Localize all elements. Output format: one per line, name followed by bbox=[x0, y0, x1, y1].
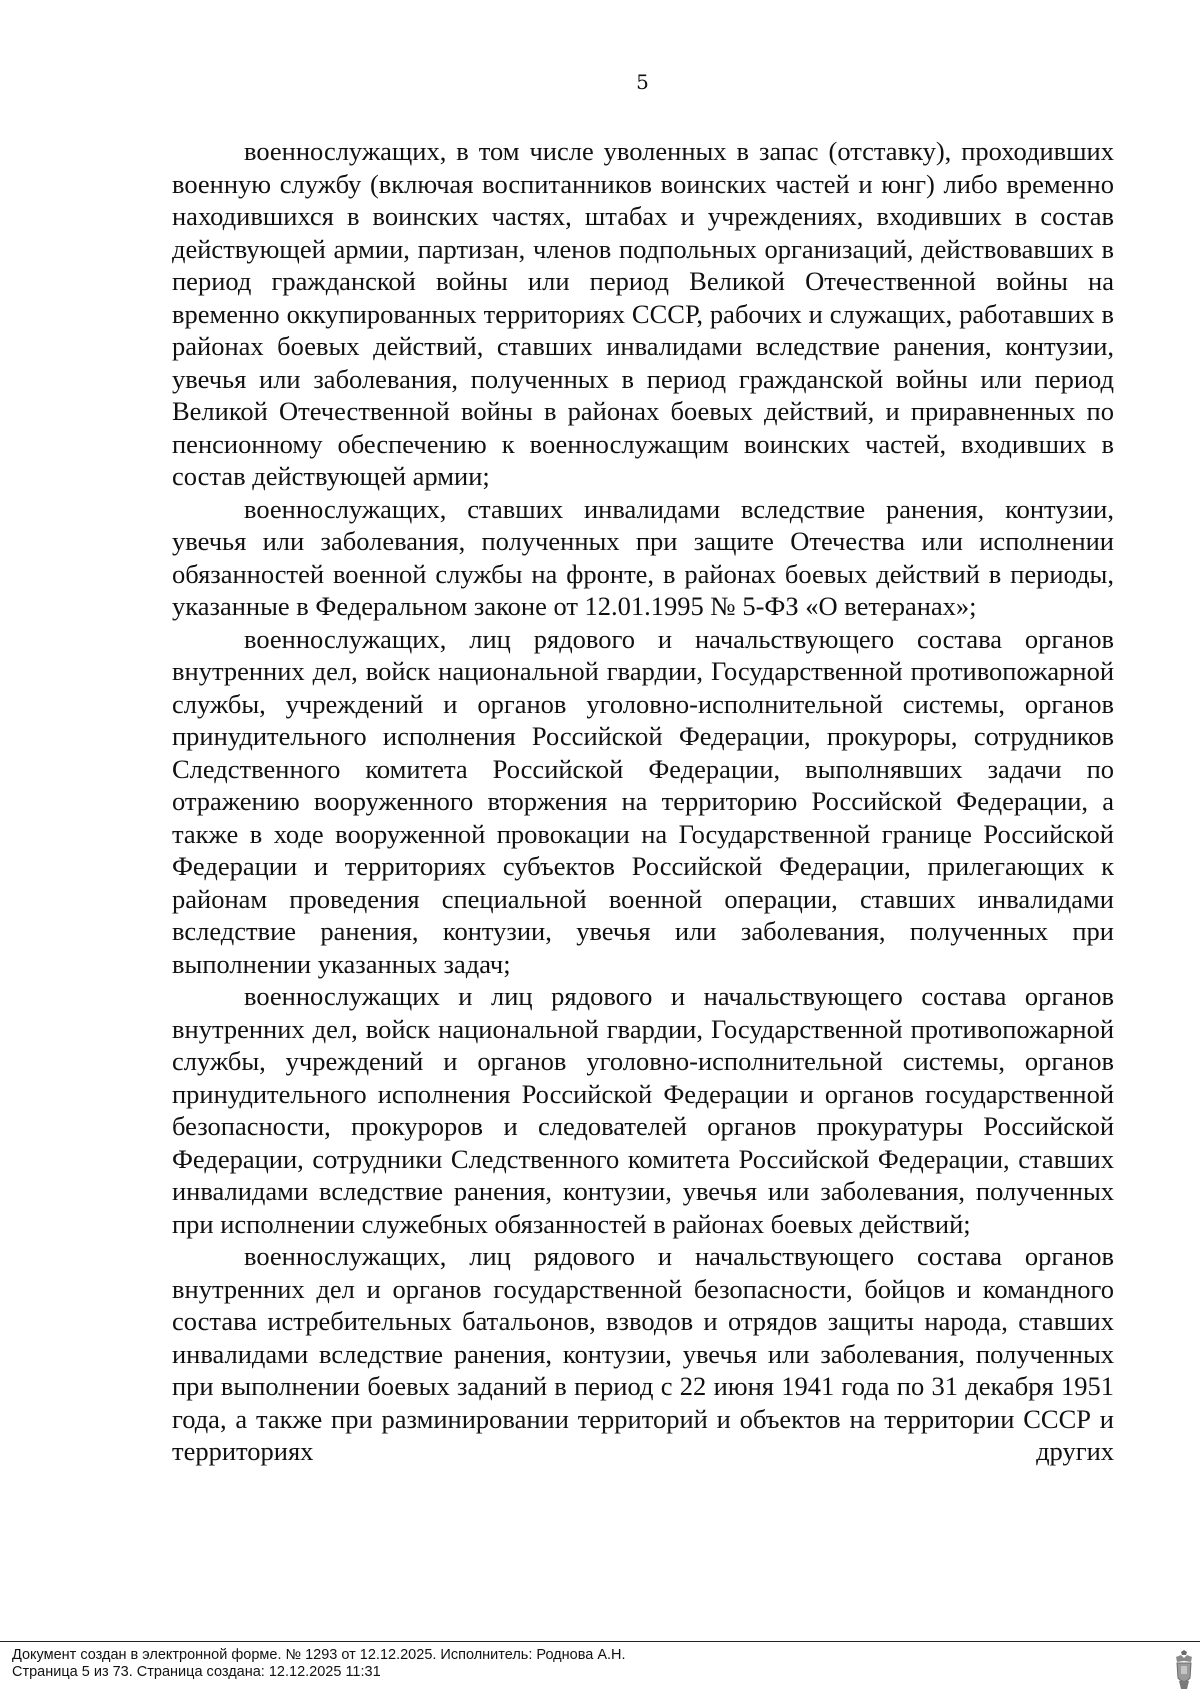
footer-document-info: Документ создан в электронной форме. № 1293 от 12.12.2025. Исполнитель: Роднова А.Н. bbox=[12, 1647, 626, 1663]
paragraph: военнослужащих, ставших инвалидами вследствие ранения, контузии, увечья или заболевания, полученных при защите Отечества или исполнении обязанностей военной службы на фронте, в районах боевых действий в периоды, указанные в Федеральном законе от 12.01.1995 № 5-ФЗ «О ветеранах»; bbox=[172, 493, 1114, 621]
footer bbox=[12, 1647, 626, 1681]
coat-of-arms-icon bbox=[1173, 1650, 1195, 1690]
paragraph: военнослужащих и лиц рядового и начальствующего состава органов внутренних дел, войск национальной гвардии, Государственной противопожарной службы, учреждений и органов уголовно-исполнительной системы, органов принудительного исполнения Российской Федерации и органов государственной безопасности, прокуроров и следователей органов прокуратуры Российской Федерации, сотрудники Следственного комитета Российской Федерации, ставших инвалидами вследствие ранения, контузии, увечья или заболевания, полученных при исполнении служебных обязанностей в районах боевых действий; bbox=[172, 981, 1114, 1239]
document-body bbox=[172, 135, 1114, 1468]
paragraph: военнослужащих, в том числе уволенных в запас (отставку), проходивших военную службу (включая воспитанников воинских частей и юнг) либо временно находившихся в воинских частях, штабах и учреждениях, входивших в состав действующей армии, партизан, членов подпольных организаций, действовавших в период гражданской войны или период Великой Отечественной войны на временно оккупированных территориях СССР, рабочих и служащих, работавших в районах боевых действий, ставших инвалидами вследствие ранения, контузии, увечья или заболевания, полученных в период гражданской войны или период Великой Отечественной войны в районах боевых действий, и приравненных по пенсионному обеспечению к военнослужащим воинских частей, входивших в состав действующей армии; bbox=[172, 136, 1114, 491]
paragraph: военнослужащих, лиц рядового и начальствующего состава органов внутренних дел, войск национальной гвардии, Государственной противопожарной службы, учреждений и органов уголовно-исполнительной системы, органов принудительного исполнения Российской Федерации, прокуроры, сотрудников Следственного комитета Российской Федерации, выполнявших задачи по отражению вооруженного вторжения на территорию Российской Федерации, а также в ходе вооруженной провокации на Государственной границе Российской Федерации и территориях субъектов Российской Федерации, прилегающих к районам проведения специальной военной операции, ставших инвалидами вследствие ранения, контузии, увечья или заболевания, полученных при выполнении указанных задач; bbox=[172, 623, 1114, 979]
footer-page-info: Страница 5 из 73. Страница создана: 12.12.2025 11:31 bbox=[12, 1664, 381, 1680]
page-number: 5 bbox=[636, 70, 649, 94]
paragraph: военнослужащих, лиц рядового и начальствующего состава органов внутренних дел и органов государственной безопасности, бойцов и командного состава истребительных батальонов, взводов и отрядов защиты народа, ставших инвалидами вследствие ранения, контузии, увечья или заболевания, полученных при выполнении боевых заданий в период с 22 июня 1941 года по 31 декабря 1951 года, а также при разминировании территорий и объектов на территории СССР и территориях других bbox=[172, 1241, 1114, 1466]
footer-divider bbox=[0, 1641, 1200, 1642]
